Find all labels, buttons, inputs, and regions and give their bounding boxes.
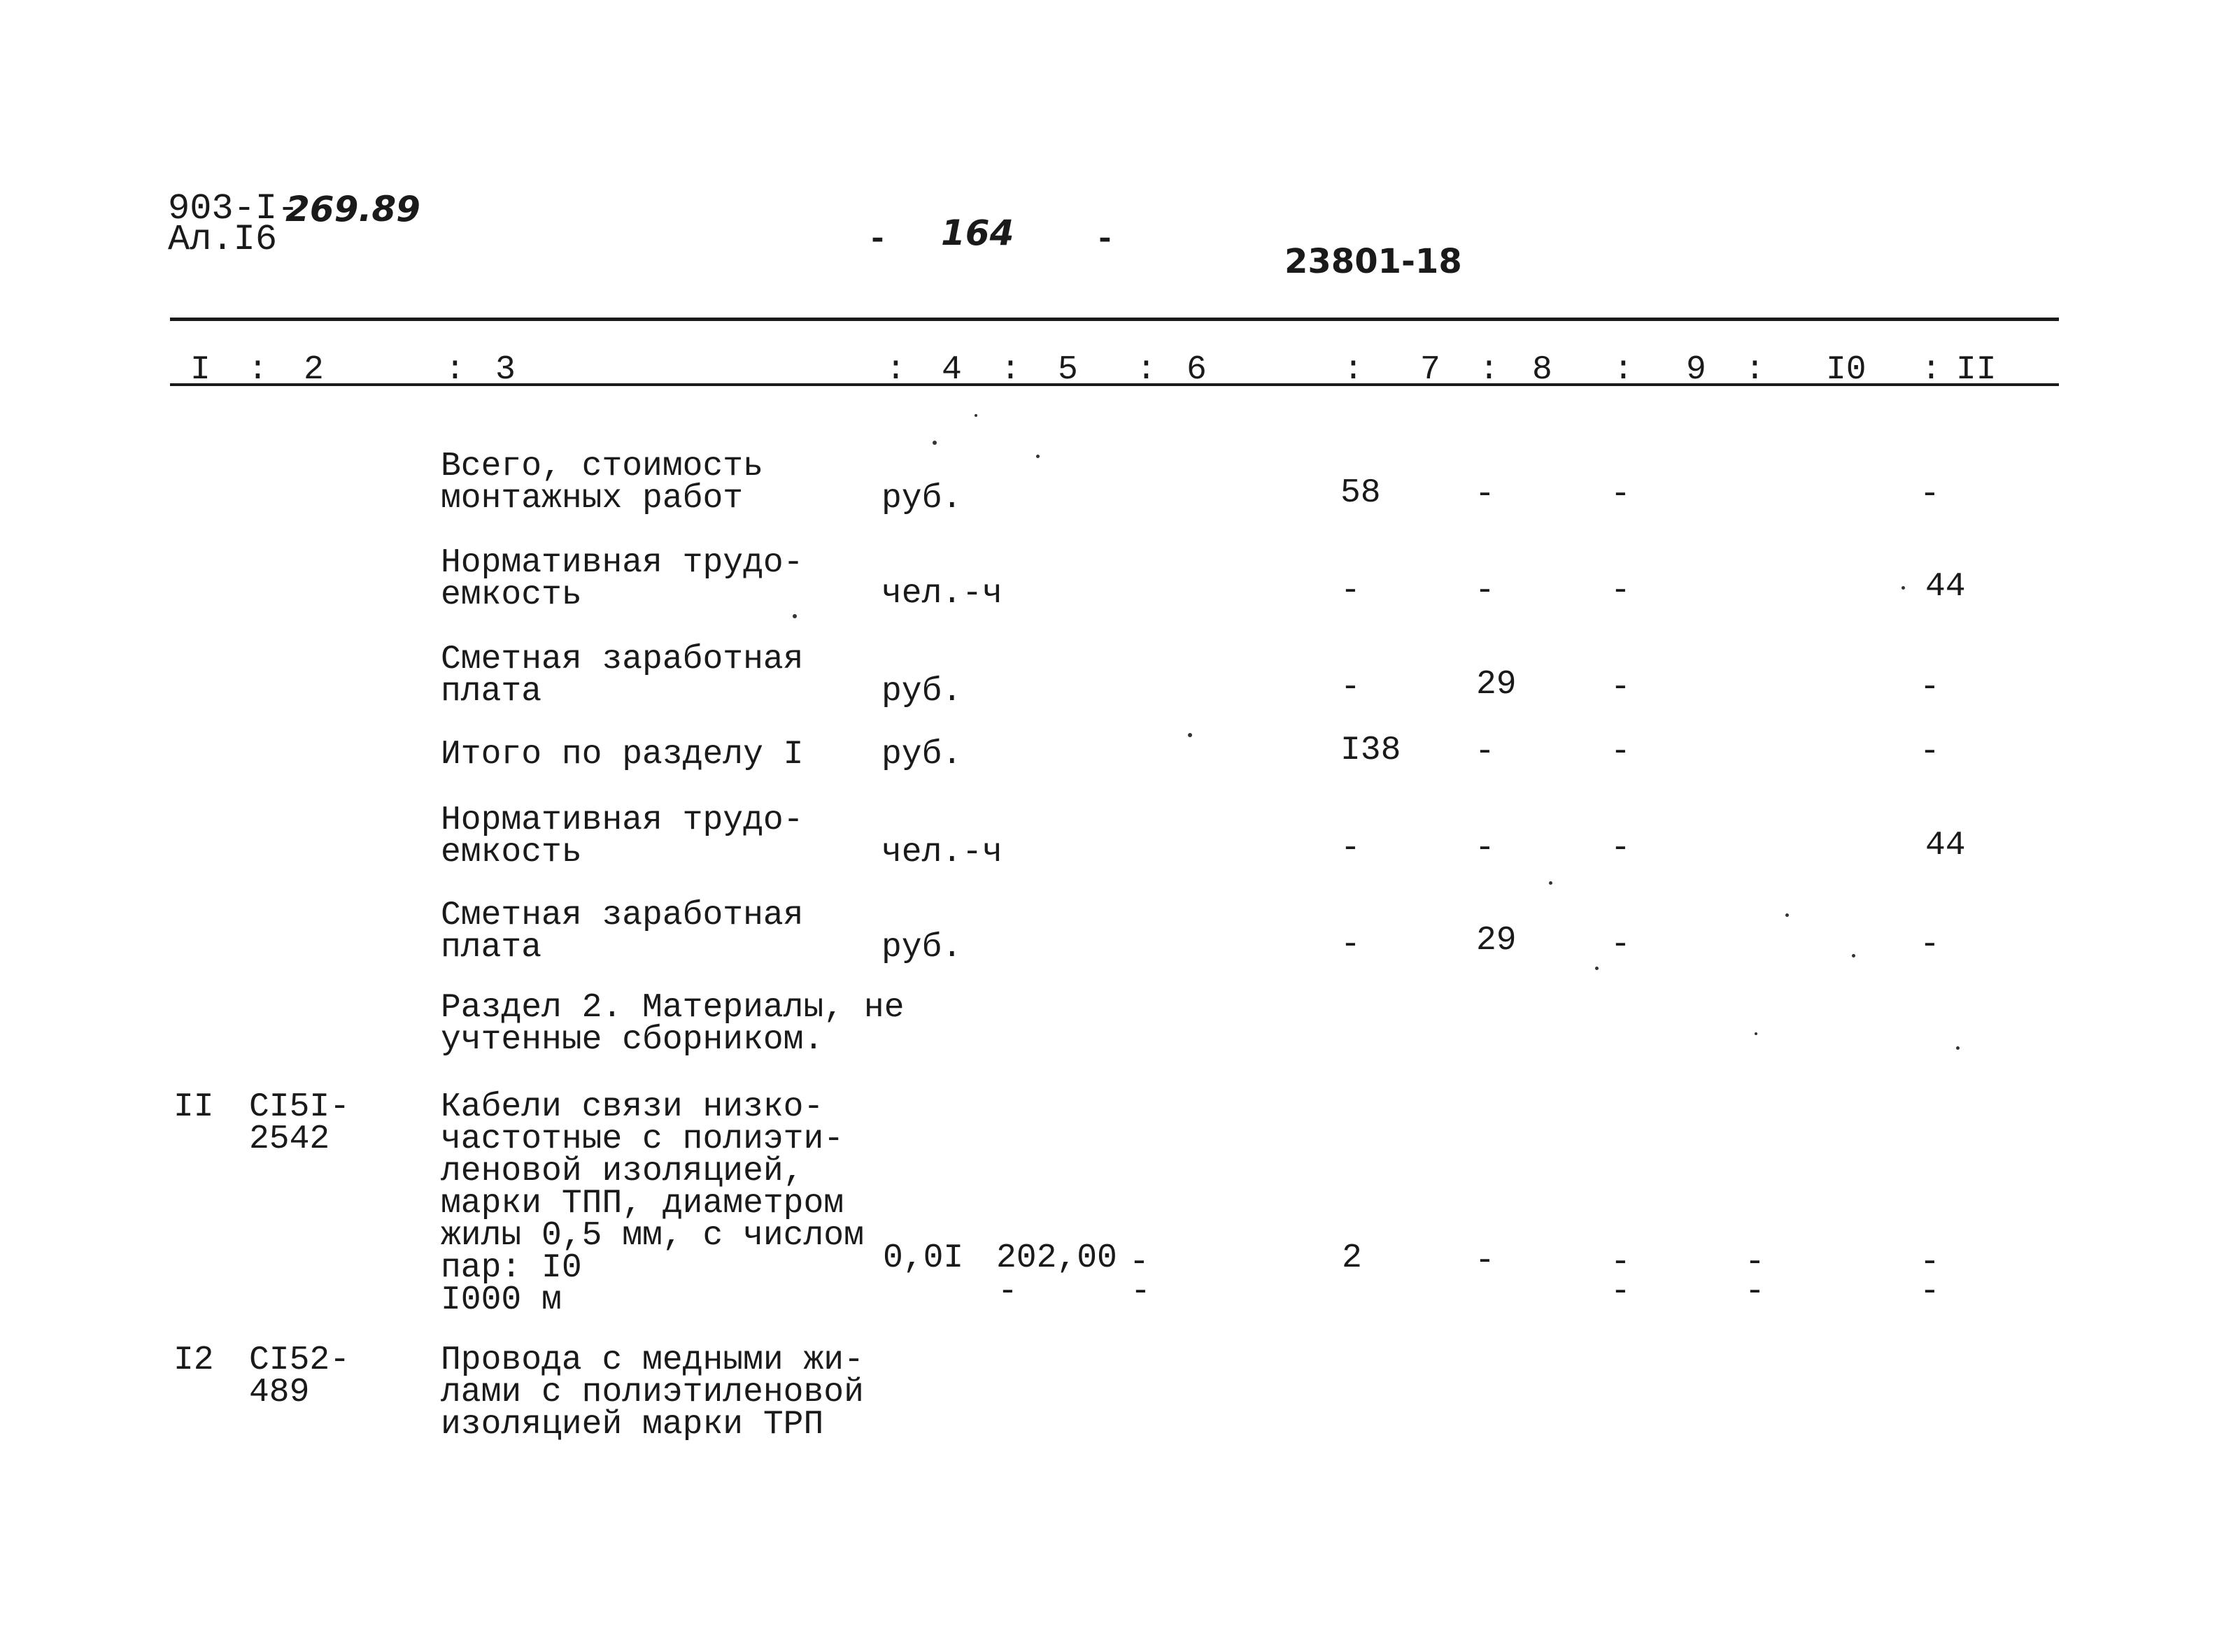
- item-c4: 0,0I: [883, 1239, 964, 1277]
- row-unit: руб.: [881, 929, 963, 967]
- col-header-sep: :: [1000, 351, 1021, 389]
- item-c9: -: [1610, 1244, 1631, 1281]
- row-c9: -: [1610, 476, 1631, 513]
- item-number: I2: [173, 1341, 214, 1379]
- row-c8: -: [1475, 733, 1495, 771]
- row-c8: -: [1475, 476, 1495, 513]
- item-code: CI5I- 2542: [249, 1088, 350, 1158]
- row-c11: 44: [1925, 827, 1966, 864]
- row-c8: 29: [1476, 666, 1517, 704]
- doc-number-handwritten: 269.89: [285, 189, 420, 229]
- row-c11: -: [1920, 926, 1940, 964]
- item-name: Кабели связи низко- частотные с полиэти- леновой изоляцией, марки ТПП, диаметром жилы 0,5 мм, с числом пар: I0 I000 м: [441, 1088, 864, 1319]
- row-c7: -: [1340, 669, 1361, 706]
- col-header-c7: 7: [1420, 351, 1440, 389]
- page-number-handwritten: 164: [941, 213, 1014, 253]
- scan-speck: [1755, 1032, 1757, 1035]
- row-c11: 44: [1925, 568, 1966, 606]
- scan-speck: [1785, 913, 1789, 917]
- col-header-c5: 5: [1058, 351, 1078, 389]
- row-name: Нормативная трудо- емкость: [441, 802, 804, 871]
- scan-speck: [1901, 586, 1905, 590]
- scan-speck: [1852, 954, 1855, 957]
- col-header-sep: :: [1479, 351, 1499, 389]
- item-c7: 2: [1342, 1239, 1362, 1277]
- row-unit: руб.: [881, 673, 963, 711]
- col-header-sep: :: [1745, 351, 1765, 389]
- row-c7: -: [1340, 926, 1361, 964]
- col-header-sep: :: [445, 351, 465, 389]
- row-c8: 29: [1476, 922, 1517, 960]
- col-header-c8: 8: [1532, 351, 1552, 389]
- item-number: II: [173, 1088, 214, 1126]
- item-c11b: -: [1920, 1273, 1940, 1311]
- scan-speck: [933, 441, 937, 445]
- col-header-sep: :: [1921, 351, 1941, 389]
- inventory-number-handwritten: 23801-18: [1284, 242, 1462, 281]
- item-c9b: -: [1610, 1273, 1631, 1311]
- scan-speck: [1595, 967, 1599, 970]
- col-header-c10: I0: [1826, 351, 1867, 389]
- row-c11: -: [1920, 733, 1940, 771]
- row-unit: чел.-ч: [881, 834, 1003, 871]
- row-unit: руб.: [881, 480, 963, 518]
- col-header-num: I: [190, 351, 211, 389]
- scan-speck: [1188, 733, 1192, 737]
- col-header-code: 2: [304, 351, 324, 389]
- row-c9: -: [1610, 926, 1631, 964]
- row-c7: I38: [1340, 732, 1401, 769]
- section-heading: Раздел 2. Материалы, не учтенные сборником.: [441, 989, 905, 1059]
- item-c8: -: [1475, 1242, 1495, 1280]
- col-header-sep: :: [1136, 351, 1156, 389]
- scan-speck: [1036, 455, 1040, 458]
- row-c8: -: [1475, 829, 1495, 867]
- row-c11: -: [1920, 669, 1940, 706]
- item-c11: -: [1920, 1244, 1940, 1281]
- row-name: Сметная заработная плата: [441, 897, 804, 967]
- scan-speck: [975, 414, 977, 417]
- row-name: Нормативная трудо- емкость: [441, 544, 804, 614]
- row-c9: -: [1610, 829, 1631, 867]
- item-c10: -: [1745, 1244, 1765, 1281]
- row-name: Сметная заработная плата: [441, 641, 804, 711]
- scan-speck: [1549, 881, 1552, 885]
- item-c6: -: [1129, 1244, 1149, 1281]
- page-dash-right: -: [1095, 221, 1115, 259]
- col-header-sep: :: [248, 351, 268, 389]
- page-dash-left: -: [867, 221, 888, 259]
- top-rule: [170, 318, 2059, 321]
- item-code: CI52- 489: [249, 1341, 350, 1411]
- row-c8: -: [1475, 572, 1495, 610]
- col-header-c11: II: [1956, 351, 1997, 389]
- row-c7: -: [1340, 572, 1361, 610]
- row-c7: 58: [1340, 474, 1381, 512]
- item-c10b: -: [1745, 1273, 1765, 1311]
- col-header-c6: 6: [1187, 351, 1207, 389]
- col-header-name: 3: [495, 351, 516, 389]
- album-label: Ал.I6: [168, 219, 278, 260]
- col-header-sep: :: [1613, 351, 1634, 389]
- doc-prefix: 903-I-: [168, 188, 299, 229]
- col-header-c9: 9: [1686, 351, 1706, 389]
- item-c5: 202,00: [996, 1239, 1117, 1277]
- row-c7: -: [1340, 829, 1361, 867]
- col-header-sep: :: [1343, 351, 1364, 389]
- row-c9: -: [1610, 733, 1631, 771]
- col-header-sep: :: [886, 351, 906, 389]
- col-header-c4: 4: [942, 351, 962, 389]
- row-unit: чел.-ч: [881, 575, 1003, 613]
- row-name: Всего, стоимость монтажных работ: [441, 448, 763, 518]
- row-c9: -: [1610, 572, 1631, 610]
- item-c6b: -: [1131, 1273, 1151, 1311]
- row-c11: -: [1920, 476, 1940, 513]
- scan-speck: [793, 614, 797, 618]
- item-c5b: -: [998, 1273, 1018, 1311]
- row-unit: руб.: [881, 736, 963, 774]
- row-c9: -: [1610, 669, 1631, 706]
- row-name: Итого по разделу I: [441, 736, 804, 774]
- item-name: Провода с медными жи- лами с полиэтиленовой изоляцией марки ТРП: [441, 1341, 864, 1444]
- scan-speck: [1956, 1046, 1960, 1050]
